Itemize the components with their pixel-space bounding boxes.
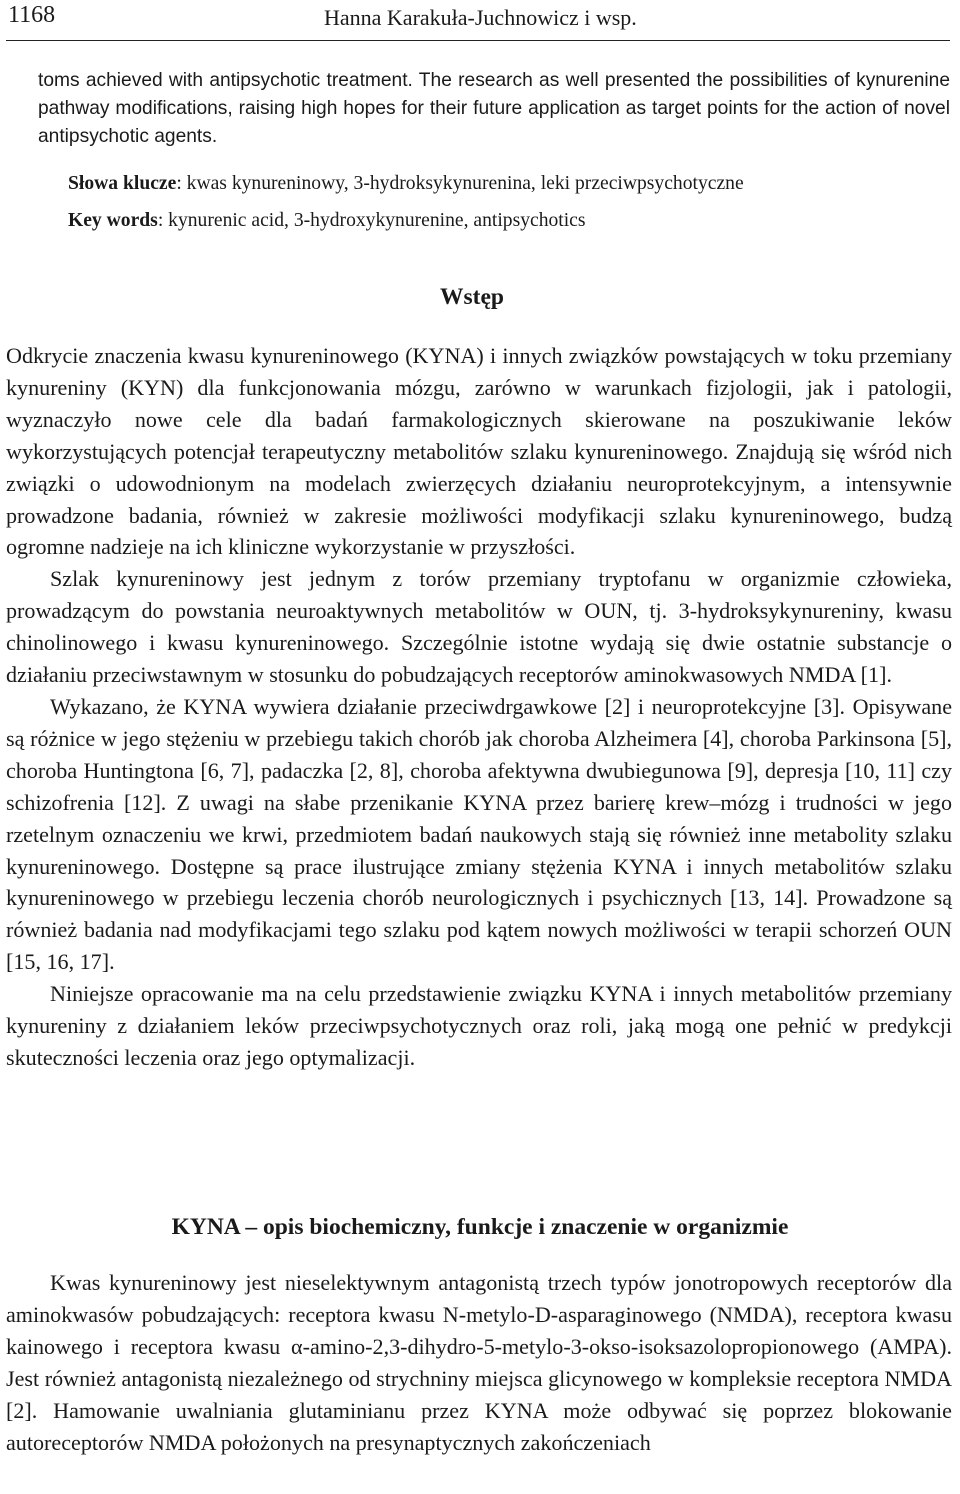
- section-heading-intro: Wstęp: [440, 284, 504, 310]
- running-head: Hanna Karakuła-Juchnowicz i wsp.: [324, 5, 637, 30]
- abstract-continuation: toms achieved with antipsychotic treatment. The research as well presented the possibilities of kynurenine pathway modifications, raising high hopes for their future application as target points for the action of novel antipsychotic agents.: [38, 70, 950, 147]
- keywords-polish-text: : kwas kynureninowy, 3-hydroksykynurenina, leki przeciwpsychotyczne: [176, 173, 744, 194]
- keywords-english-label: Key words: [68, 210, 158, 231]
- section-heading-kyna: KYNA – opis biochemiczny, funkcje i znaczenie w organizmie: [171, 1214, 789, 1240]
- paragraph: Wykazano, że KYNA wywiera działanie przeciwdrgawkowe [2] i neuroprotekcyjne [3]. Opisywane są różnice w jego stężeniu w przebiegu takich chorób jak choroba Alzheimera [4], choroba Parkinsona [5], choroba Huntingtona [6, 7], padaczka [2, 8], choroba afektywna dwubiegunowa [9], depresja [10, 11] czy schizofrenia [12]. Z uwagi na słabe przenikanie KYNA przez barierę krew–mózg i trudności w jego rzetelnym oznaczeniu we krwi, przedmiotem badań naukowych stają się również inne metabolity szlaku kynureninowego. Dostępne są prace ilustrujące zmiany stężenia KYNA i innych metabolitów szlaku kynureninowego w przebiegu leczenia chorób neurologicznych i psychicznych [13, 14]. Prowadzone są również badania nad modyfikacjami tego szlaku pod kątem nowych możliwości w terapii schorzeń OUN [15, 16, 17].: [6, 693, 952, 975]
- paragraph: Kwas kynureninowy jest nieselektywnym antagonistą trzech typów jonotropowych receptorów dla aminokwasów pobudzających: receptora kwasu N-metylo-D-asparaginowego (NMDA), receptora kwasu kainowego i receptora kwasu α-amino-2,3-dihydro-5-metylo-3-okso-isoksazolopropionowego (AMPA). Jest również antagonistą niezależnego od strychniny miejsca glicynowego w kompleksie receptora NMDA [2]. Hamowanie uwalniania glutaminianu przez KYNA może odbywać się poprzez blokowanie autoreceptorów NMDA położonych na presynaptycznych zakończeniach: [6, 1270, 952, 1455]
- page-number: 1168: [8, 2, 56, 28]
- keywords-english: [68, 207, 586, 235]
- paragraph: Niniejsze opracowanie ma na celu przedstawienie związku KYNA i innych metabolitów przemiany kynureniny z działaniem leków przeciwpsychotycznych oraz roli, jaką mogą one pełnić w predykcji skuteczności leczenia oraz jego optymalizacji.: [6, 981, 952, 1070]
- paragraph: Szlak kynureninowy jest jednym z torów przemiany tryptofanu w organizmie człowieka, prowadzącym do powstania neuroaktywnych metabolitów w OUN, tj. 3-hydroksykynureniny, kwasu chinolinowego i kwasu kynureninowego. Szczególnie istotne wydają się dwie ostatnie substancje o działaniu przeciwstawnym w stosunku do pobudzających receptorów aminokwasowych NMDA [1].: [6, 566, 952, 688]
- keywords-english-text: : kynurenic acid, 3-hydroxykynurenine, antipsychotics: [157, 210, 586, 231]
- paragraph: Odkrycie znaczenia kwasu kynureninowego (KYNA) i innych związków powstających w toku przemiany kynureniny (KYN) dla funkcjonowania mózgu, zarówno w warunkach fizjologii, jak i patologii, wyznaczyło nowe cele dla badań farmakologicznych skierowane na poszukiwanie leków wykorzystujących potencjał terapeutyczny metabolitów szlaku kynureninowego. Znajdują się wśród nich związki o udowodnionym na modelach zwierzęcych działaniu neuroprotekcyjnym, a intensywnie prowadzone badania, również w zakresie możliwości modyfikacji szlaku kynureninowego, budzą ogromne nadzieje na ich kliniczne wykorzystanie w przyszłości.: [6, 343, 952, 560]
- keywords-polish: [68, 170, 744, 198]
- kyna-body: [6, 1267, 952, 1458]
- intro-body: [6, 340, 952, 1074]
- page-header: [6, 0, 950, 41]
- keywords-polish-label: Słowa klucze: [68, 173, 177, 194]
